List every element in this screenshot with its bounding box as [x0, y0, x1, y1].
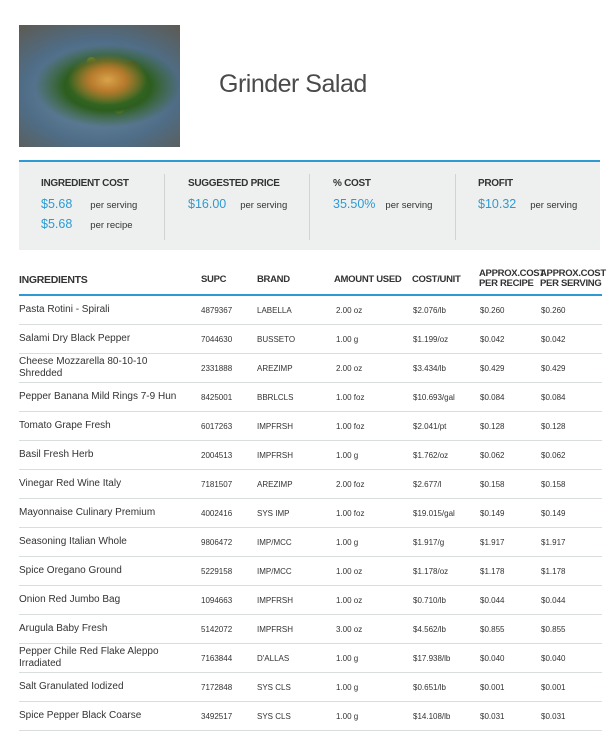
cost-unit-cell: $4.562/lb — [413, 624, 446, 634]
cost-per-recipe-cell: $0.260 — [480, 305, 505, 315]
cost-per-serving-cell: $0.042 — [541, 334, 566, 344]
supc-cell: 3492517 — [201, 711, 233, 721]
recipe-photo — [19, 25, 180, 147]
cost-per-recipe-cell: $0.855 — [480, 624, 505, 634]
ingredient-name-cell: Arugula Baby Fresh — [19, 623, 108, 634]
supc-cell: 4879367 — [201, 305, 233, 315]
table-row — [19, 470, 602, 499]
percent-cost-value: 35.50% — [333, 197, 376, 211]
profit-unit: per serving — [530, 200, 578, 211]
supc-cell: 7044630 — [201, 334, 233, 344]
supc-cell: 2331888 — [201, 363, 233, 373]
metric-divider — [164, 174, 165, 240]
supc-cell: 6017263 — [201, 421, 233, 431]
cost-per-recipe-cell: $1.917 — [480, 537, 505, 547]
table-row — [19, 615, 602, 644]
cost-per-serving-cell: $1.178 — [541, 566, 566, 576]
cost-unit-cell: $1.178/oz — [413, 566, 449, 576]
table-header — [19, 264, 606, 296]
header-cost-per-recipe — [479, 269, 545, 289]
brand-cell: LABELLA — [257, 305, 292, 315]
brand-cell: IMPFRSH — [257, 450, 293, 460]
cost-unit-cell: $17.938/lb — [413, 653, 451, 663]
cost-per-recipe-cell: $0.084 — [480, 392, 505, 402]
header-cost-per-serving-line1: APPROX.COST — [540, 268, 606, 279]
table-row — [19, 528, 602, 557]
ingredient-name-cell: Salt Granulated Iodized — [19, 681, 124, 692]
amount-used-cell: 1.00 g — [336, 653, 359, 663]
metric-divider — [309, 174, 310, 240]
table-row — [19, 499, 602, 528]
suggested-price-value: $16.00 — [188, 197, 227, 211]
cost-per-recipe-cell: $0.031 — [480, 711, 505, 721]
table-row — [19, 325, 602, 354]
cost-unit-cell: $19.015/gal — [413, 508, 455, 518]
ingredient-name-cell: Pepper Chile Red Flake Aleppo Irradiated — [19, 646, 159, 669]
cost-per-recipe-cell: $0.062 — [480, 450, 505, 460]
cost-unit-cell: $2.677/l — [413, 479, 442, 489]
ingredient-name-cell: Cheese Mozzarella 80-10-10 Shredded — [19, 356, 148, 379]
header-brand: BRAND — [257, 274, 290, 285]
table-row — [19, 702, 602, 731]
ingredient-cost-per-recipe-value: $5.68 — [41, 217, 73, 231]
profit-label: PROFIT — [478, 178, 513, 189]
header-cost-per-recipe-line1: APPROX.COST — [479, 268, 545, 279]
supc-cell: 5229158 — [201, 566, 233, 576]
ingredient-name-cell: Salami Dry Black Pepper — [19, 333, 131, 344]
cost-per-serving-cell: $0.149 — [541, 508, 566, 518]
supc-cell: 7172848 — [201, 682, 233, 692]
cost-per-serving-cell: $0.128 — [541, 421, 566, 431]
amount-used-cell: 1.00 oz — [336, 566, 363, 576]
supc-cell: 7181507 — [201, 479, 233, 489]
amount-used-cell: 2.00 oz — [336, 305, 363, 315]
supc-cell: 8425001 — [201, 392, 233, 402]
ingredients-table — [19, 264, 606, 731]
cost-unit-cell: $10.693/gal — [413, 392, 455, 402]
cost-per-serving-cell: $0.062 — [541, 450, 566, 460]
brand-cell: IMPFRSH — [257, 624, 293, 634]
supc-cell: 4002416 — [201, 508, 233, 518]
header-supc: SUPC — [201, 274, 227, 285]
brand-cell: AREZIMP — [257, 479, 293, 489]
ingredient-name-cell: Vinegar Red Wine Italy — [19, 478, 122, 489]
amount-used-cell: 1.00 g — [336, 682, 359, 692]
amount-used-cell: 1.00 foz — [336, 508, 365, 518]
brand-cell: IMP/MCC — [257, 537, 292, 547]
brand-cell: BUSSETO — [257, 334, 296, 344]
cost-per-serving-cell: $0.158 — [541, 479, 566, 489]
amount-used-cell: 1.00 foz — [336, 392, 365, 402]
cost-per-serving-cell: $0.044 — [541, 595, 566, 605]
ingredient-name-cell: Spice Oregano Ground — [19, 565, 122, 576]
ingredient-cost-label: INGREDIENT COST — [41, 178, 129, 189]
ingredient-name-cell: Tomato Grape Fresh — [19, 420, 111, 431]
amount-used-cell: 1.00 g — [336, 711, 359, 721]
supc-cell: 1094663 — [201, 595, 233, 605]
cost-unit-cell: $3.434/lb — [413, 363, 446, 373]
profit-metric — [478, 178, 577, 211]
table-row — [19, 412, 602, 441]
cost-unit-cell: $0.710/lb — [413, 595, 446, 605]
percent-cost-metric — [333, 178, 432, 211]
cost-per-recipe-cell: $0.042 — [480, 334, 505, 344]
ingredient-cost-per-serving-unit: per serving — [90, 200, 138, 211]
cost-per-serving-cell: $0.031 — [541, 711, 566, 721]
ingredient-cost-per-serving-value: $5.68 — [41, 197, 73, 211]
header-cost-unit: COST/UNIT — [412, 274, 461, 285]
amount-used-cell: 2.00 oz — [336, 363, 363, 373]
amount-used-cell: 1.00 g — [336, 537, 359, 547]
ingredient-name-cell: Basil Fresh Herb — [19, 449, 94, 460]
cost-per-recipe-cell: $0.040 — [480, 653, 505, 663]
header-cost-per-serving — [540, 269, 606, 289]
header-cost-per-serving-line2: PER SERVING — [540, 278, 602, 289]
cost-per-recipe-cell: $0.128 — [480, 421, 505, 431]
supc-cell: 5142072 — [201, 624, 233, 634]
cost-unit-cell: $14.108/lb — [413, 711, 451, 721]
table-row — [19, 296, 602, 325]
table-row — [19, 673, 602, 702]
brand-cell: SYS CLS — [257, 682, 291, 692]
supc-cell: 9806472 — [201, 537, 233, 547]
ingredient-name-cell: Onion Red Jumbo Bag — [19, 594, 121, 605]
header-cost-per-recipe-line2: PER RECIPE — [479, 278, 534, 289]
amount-used-cell: 1.00 g — [336, 450, 359, 460]
cost-per-recipe-cell: $1.178 — [480, 566, 505, 576]
brand-cell: SYS IMP — [257, 508, 290, 518]
header-ingredients: INGREDIENTS — [19, 274, 88, 286]
cost-unit-cell: $2.076/lb — [413, 305, 446, 315]
brand-cell: SYS CLS — [257, 711, 291, 721]
cost-per-serving-cell: $0.429 — [541, 363, 566, 373]
suggested-price-label: SUGGESTED PRICE — [188, 178, 280, 189]
cost-unit-cell: $1.917/g — [413, 537, 445, 547]
metric-divider — [455, 174, 456, 240]
suggested-price-metric — [188, 178, 287, 211]
cost-unit-cell: $1.762/oz — [413, 450, 449, 460]
table-row — [19, 644, 602, 673]
percent-cost-label: % COST — [333, 178, 371, 189]
ingredient-name-cell: Seasoning Italian Whole — [19, 536, 127, 547]
cost-per-recipe-cell: $0.429 — [480, 363, 505, 373]
table-row — [19, 383, 602, 412]
amount-used-cell: 3.00 oz — [336, 624, 363, 634]
amount-used-cell: 1.00 g — [336, 334, 359, 344]
table-row — [19, 354, 602, 383]
table-row — [19, 441, 602, 470]
ingredient-cost-per-recipe-unit: per recipe — [90, 220, 133, 231]
table-row — [19, 586, 602, 615]
supc-cell: 2004513 — [201, 450, 233, 460]
cost-per-serving-cell: $0.001 — [541, 682, 566, 692]
brand-cell: D'ALLAS — [257, 653, 290, 663]
cost-per-serving-cell: $0.084 — [541, 392, 566, 402]
profit-value: $10.32 — [478, 197, 517, 211]
ingredient-name-cell: Pasta Rotini - Spirali — [19, 304, 110, 315]
amount-used-cell: 1.00 oz — [336, 595, 363, 605]
cost-per-recipe-cell: $0.149 — [480, 508, 505, 518]
brand-cell: BBRLCLS — [257, 392, 294, 402]
cost-per-recipe-cell: $0.158 — [480, 479, 505, 489]
brand-cell: IMPFRSH — [257, 421, 293, 431]
amount-used-cell: 2.00 foz — [336, 479, 365, 489]
brand-cell: IMP/MCC — [257, 566, 292, 576]
percent-cost-unit: per serving — [385, 200, 433, 211]
cost-per-serving-cell: $0.855 — [541, 624, 566, 634]
brand-cell: IMPFRSH — [257, 595, 293, 605]
ingredient-cost-metric — [41, 178, 137, 231]
cost-per-serving-cell: $0.260 — [541, 305, 566, 315]
header-amount-used: AMOUNT USED — [334, 274, 402, 285]
ingredient-name-cell: Spice Pepper Black Coarse — [19, 710, 142, 721]
ingredient-name-cell: Pepper Banana Mild Rings 7-9 Hun — [19, 391, 177, 402]
cost-per-recipe-cell: $0.001 — [480, 682, 505, 692]
table-row — [19, 557, 602, 586]
recipe-title: Grinder Salad — [219, 70, 367, 98]
cost-per-recipe-cell: $0.044 — [480, 595, 505, 605]
suggested-price-unit: per serving — [240, 200, 288, 211]
brand-cell: AREZIMP — [257, 363, 293, 373]
supc-cell: 7163844 — [201, 653, 233, 663]
cost-per-serving-cell: $0.040 — [541, 653, 566, 663]
cost-unit-cell: $0.651/lb — [413, 682, 446, 692]
table-body — [19, 296, 602, 731]
cost-per-serving-cell: $1.917 — [541, 537, 566, 547]
cost-unit-cell: $2.041/pt — [413, 421, 447, 431]
cost-summary-panel — [19, 160, 600, 250]
ingredient-name-cell: Mayonnaise Culinary Premium — [19, 507, 156, 518]
cost-unit-cell: $1.199/oz — [413, 334, 449, 344]
amount-used-cell: 1.00 foz — [336, 421, 365, 431]
